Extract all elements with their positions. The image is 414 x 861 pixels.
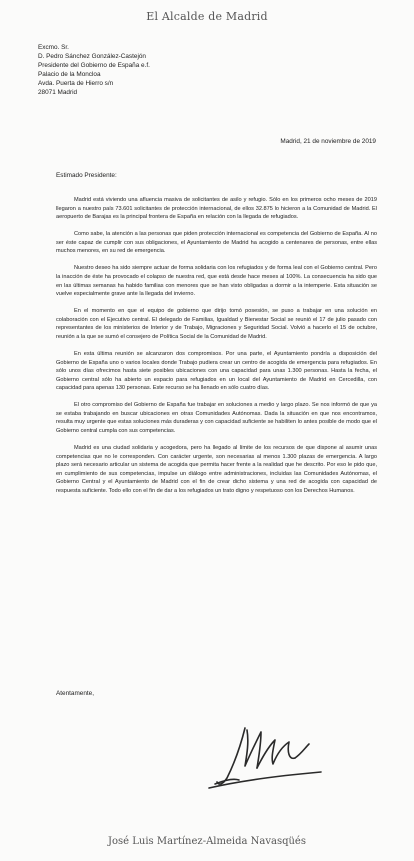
recipient-line: Presidente del Gobierno de España e.f. xyxy=(38,61,150,69)
letter-body xyxy=(56,196,377,504)
letterhead: El Alcalde de Madrid xyxy=(146,10,268,23)
recipient-block xyxy=(38,44,150,97)
recipient-line: Palacio de la Moncloa xyxy=(38,70,101,78)
recipient-line: Avda. Puerta de Hierro s/n xyxy=(38,79,114,87)
signer-name: José Luis Martínez-Almeida Navasqüés xyxy=(108,836,306,847)
body-paragraph: Madrid es una ciudad solidaria y acogedora, pero ha llegado al límite de los recursos de que dispone al asumir unas competencias que no le corresponden. Con carácter urgente, son necesarias al menos 1.300 plazas de emergencia. A largo plazo será necesario articular un sistema de acogida que permita hacer frente a la realidad que he descrito. Por eso le pido que, en cumplimiento de sus competencias, impulse un diálogo entre administraciones, incluidas las Comunidades Autónomas, el Gobierno Central y el Ayuntamiento de Madrid con el fin de crear dicho sistema y una red de acogida con capacidad de respuesta suficiente. Todo ello con el fin de dar a los refugiados un trato digno y respetuoso con los Derechos Humanos. xyxy=(56,445,377,494)
body-paragraph: Madrid está viviendo una afluencia masiva de solicitantes de asilo y refugio. Sólo en los primeros ocho meses de 2019 llegaron a nuestro país 73.601 solicitantes de protección internacional, de ellos 32.875 lo hicieron a la Comunidad de Madrid. El aeropuerto de Barajas es la principal frontera de España en relación con la llegada de refugiados. xyxy=(56,197,377,221)
body-paragraph: En el momento en que el equipo de gobierno que dirijo tomó posesión, se puso a trabajar en una solución en colaboración con el Ejecutivo central. El delegado de Familias, Igualdad y Bienestar Social se reunió el 17 de julio pasado con representantes de los ministerios de Interior y de Trabajo, Migraciones y Seguridad Social. Volvió a hacerlo el 15 de octubre, reunión a la que se sumó el consejero de Política Social de la Comunidad de Madrid. xyxy=(56,308,377,340)
letter-date: Madrid, 21 de noviembre de 2019 xyxy=(280,138,376,145)
signature-icon xyxy=(205,722,325,792)
recipient-line: 28071 Madrid xyxy=(38,88,78,96)
body-paragraph: Nuestro deseo ha sido siempre actuar de forma solidaria con los refugiados y de forma leal con el Gobierno central. Pero la inacción de éste ha provocado el colapso de nuestra red, que está desde hace meses al 100%. La consecuencia ha sido que en las últimas semanas ha habido familias con menores que se han visto obligadas a dormir a la intemperie. Esta situación se vuelve especialmente grave ante la llegada del invierno. xyxy=(56,265,377,298)
closing: Atentamente, xyxy=(56,690,95,697)
body-paragraph: Como sabe, la atención a las personas que piden protección internacional es competencia del Gobierno de España. Al no ser éste capaz de cumplir con sus obligaciones, el Ayuntamiento de Madrid ha acogido a centenares de personas, entre ellas muchos menores, en su red de emergencia. xyxy=(56,231,377,255)
body-paragraph: En esta última reunión se alcanzaron dos compromisos. Por una parte, el Ayuntamiento pondría a disposición del Gobierno de España uno o varios locales donde Trabajo pudiera crear un centro de acogida de emergencia para refugiados. En sólo unos días ofrecimos hasta siete posibles ubicaciones con una capacidad para unas 1.300 personas. Hasta la fecha, el Gobierno central sólo ha abierto un espacio para refugiados en un local del Ayuntamiento de Madrid en Cercedilla, con capacidad para apenas 130 personas. Este recurso se ha llenado en sólo cuatro días. xyxy=(56,351,377,392)
recipient-line: D. Pedro Sánchez González-Castejón xyxy=(38,52,146,60)
greeting: Estimado Presidente: xyxy=(56,172,117,179)
recipient-line: Excmo. Sr. xyxy=(38,44,69,51)
body-paragraph: El otro compromiso del Gobierno de España fue trabajar en soluciones a medio y largo plazo. Se nos informó de que ya se estaba trabajando en buscar ubicaciones en otras Comunidades Autónomas. Dada la situación en que nos encontramos, resulta muy urgente que estas soluciones más duraderas y con capacidad suficiente se habiliten lo antes posible de modo que el Gobierno central cumpla con sus competencias. xyxy=(56,402,377,434)
